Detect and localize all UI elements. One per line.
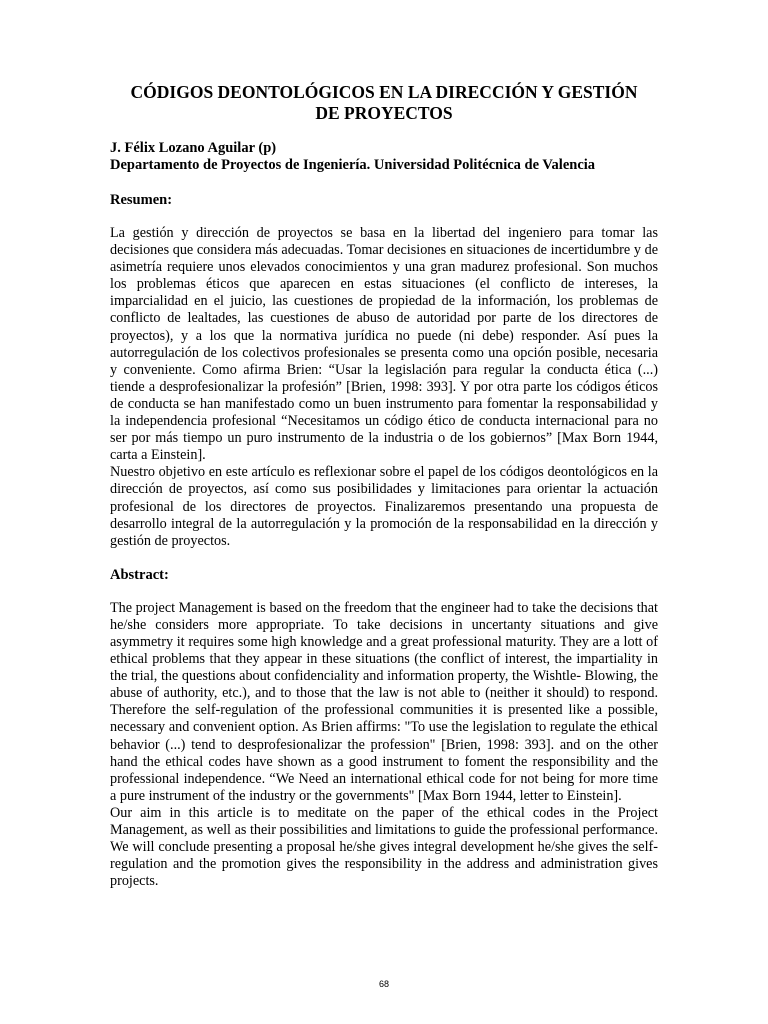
resumen-heading: Resumen: (110, 192, 173, 208)
paper-page (110, 82, 658, 890)
abstract-paragraph: The project Management is based on the freedom that the engineer had to take the decisions that he/she considers more appropriate. To take decisions in uncertanty situations and give asymmetry it requires some high knowledge and a great professional maturity. They are a lott of ethical problems that they appear in these situations (the conflict of interest, the impartiality in the trial, the questions about confidenciality and information property, the Wishtle- Blowing, the abuse of authority, etc.), and to those that the law is not able to (neither it should) to respond. Therefore the self-regulation of the professional communities it is presented like a possible, necessary and convenient option. As Brien affirms: "To use the legislation to regulate the ethical behavior (...) tend to desprofesionalizar the profession" [Brien, 1998: 393]. and on the other hand the ethical codes have shown as a good instrument to foment the responsibility and the professional independence. “We Need an international ethical code for not being for more time a pure instrument of the industry or the governments" [Max Born 1944, letter to Einstein]. (110, 599, 658, 804)
author-name: J. Félix Lozano Aguilar (p) (110, 140, 277, 156)
resumen-body (110, 225, 658, 550)
abstract-paragraph: Our aim in this article is to meditate on the paper of the ethical codes in the Project Management, as well as their possibilities and limitations to guide the professional performance. We will conclude presenting a proposal he/she gives integral development he/she gives the self-regulation and the promotion gives the responsibility in the address and administration gives projects. (110, 804, 658, 890)
resumen-paragraph: La gestión y dirección de proyectos se basa en la libertad del ingeniero para tomar las decisiones que considera más adecuadas. Tomar decisiones en situaciones de incertidumbre y de asimetría requiere unos elevados conocimientos y una gran madurez profesional. Son muchos los problemas éticos que aparecen en estas situaciones (el conflicto de intereses, la imparcialidad en el juicio, las cuestiones de propiedad de la información, los problemas de conflicto de lealtades, las cuestiones de abuso de autoridad por parte de los directores de proyectos), y a los que la normativa jurídica no puede (ni debe) responder. Así pues la autorregulación de los colectivos profesionales se presenta como una opción posible, necesaria y conveniente. Como afirma Brien: “Usar la legislación para regular la conducta ética (...) tiende a desprofesionalizar la profesión” [Brien, 1998: 393]. Y por otra parte los códigos éticos de conducta se han manifestado como un buen instrumento para fomentar la responsabilidad y la independencia profesional “Necesitamos un código ético de conducta internacional para no ser por más tiempo un puro instrumento de la industria o de los gobiernos” [Max Born 1944, carta a Einstein]. (110, 225, 658, 464)
page-number: 68 (378, 979, 389, 989)
resumen-paragraph: Nuestro objetivo en este artículo es reflexionar sobre el papel de los códigos deontológicos en la dirección de proyectos, así como sus posibilidades y limitaciones para orientar la actuación profesional de los directores de proyectos. Finalizaremos presentando una propuesta de desarrollo integral de la autorregulación y la promoción de la responsabilidad en la dirección y gestión de proyectos. (110, 464, 658, 549)
abstract-body (110, 600, 658, 891)
abstract-heading: Abstract: (110, 566, 169, 583)
paper-title: CÓDIGOS DEONTOLÓGICOS EN LA DIRECCIÓN Y GESTIÓN DE PROYECTOS (130, 82, 638, 123)
author-affiliation: Departamento de Proyectos de Ingeniería. Universidad Politécnica de Valencia (110, 157, 596, 173)
